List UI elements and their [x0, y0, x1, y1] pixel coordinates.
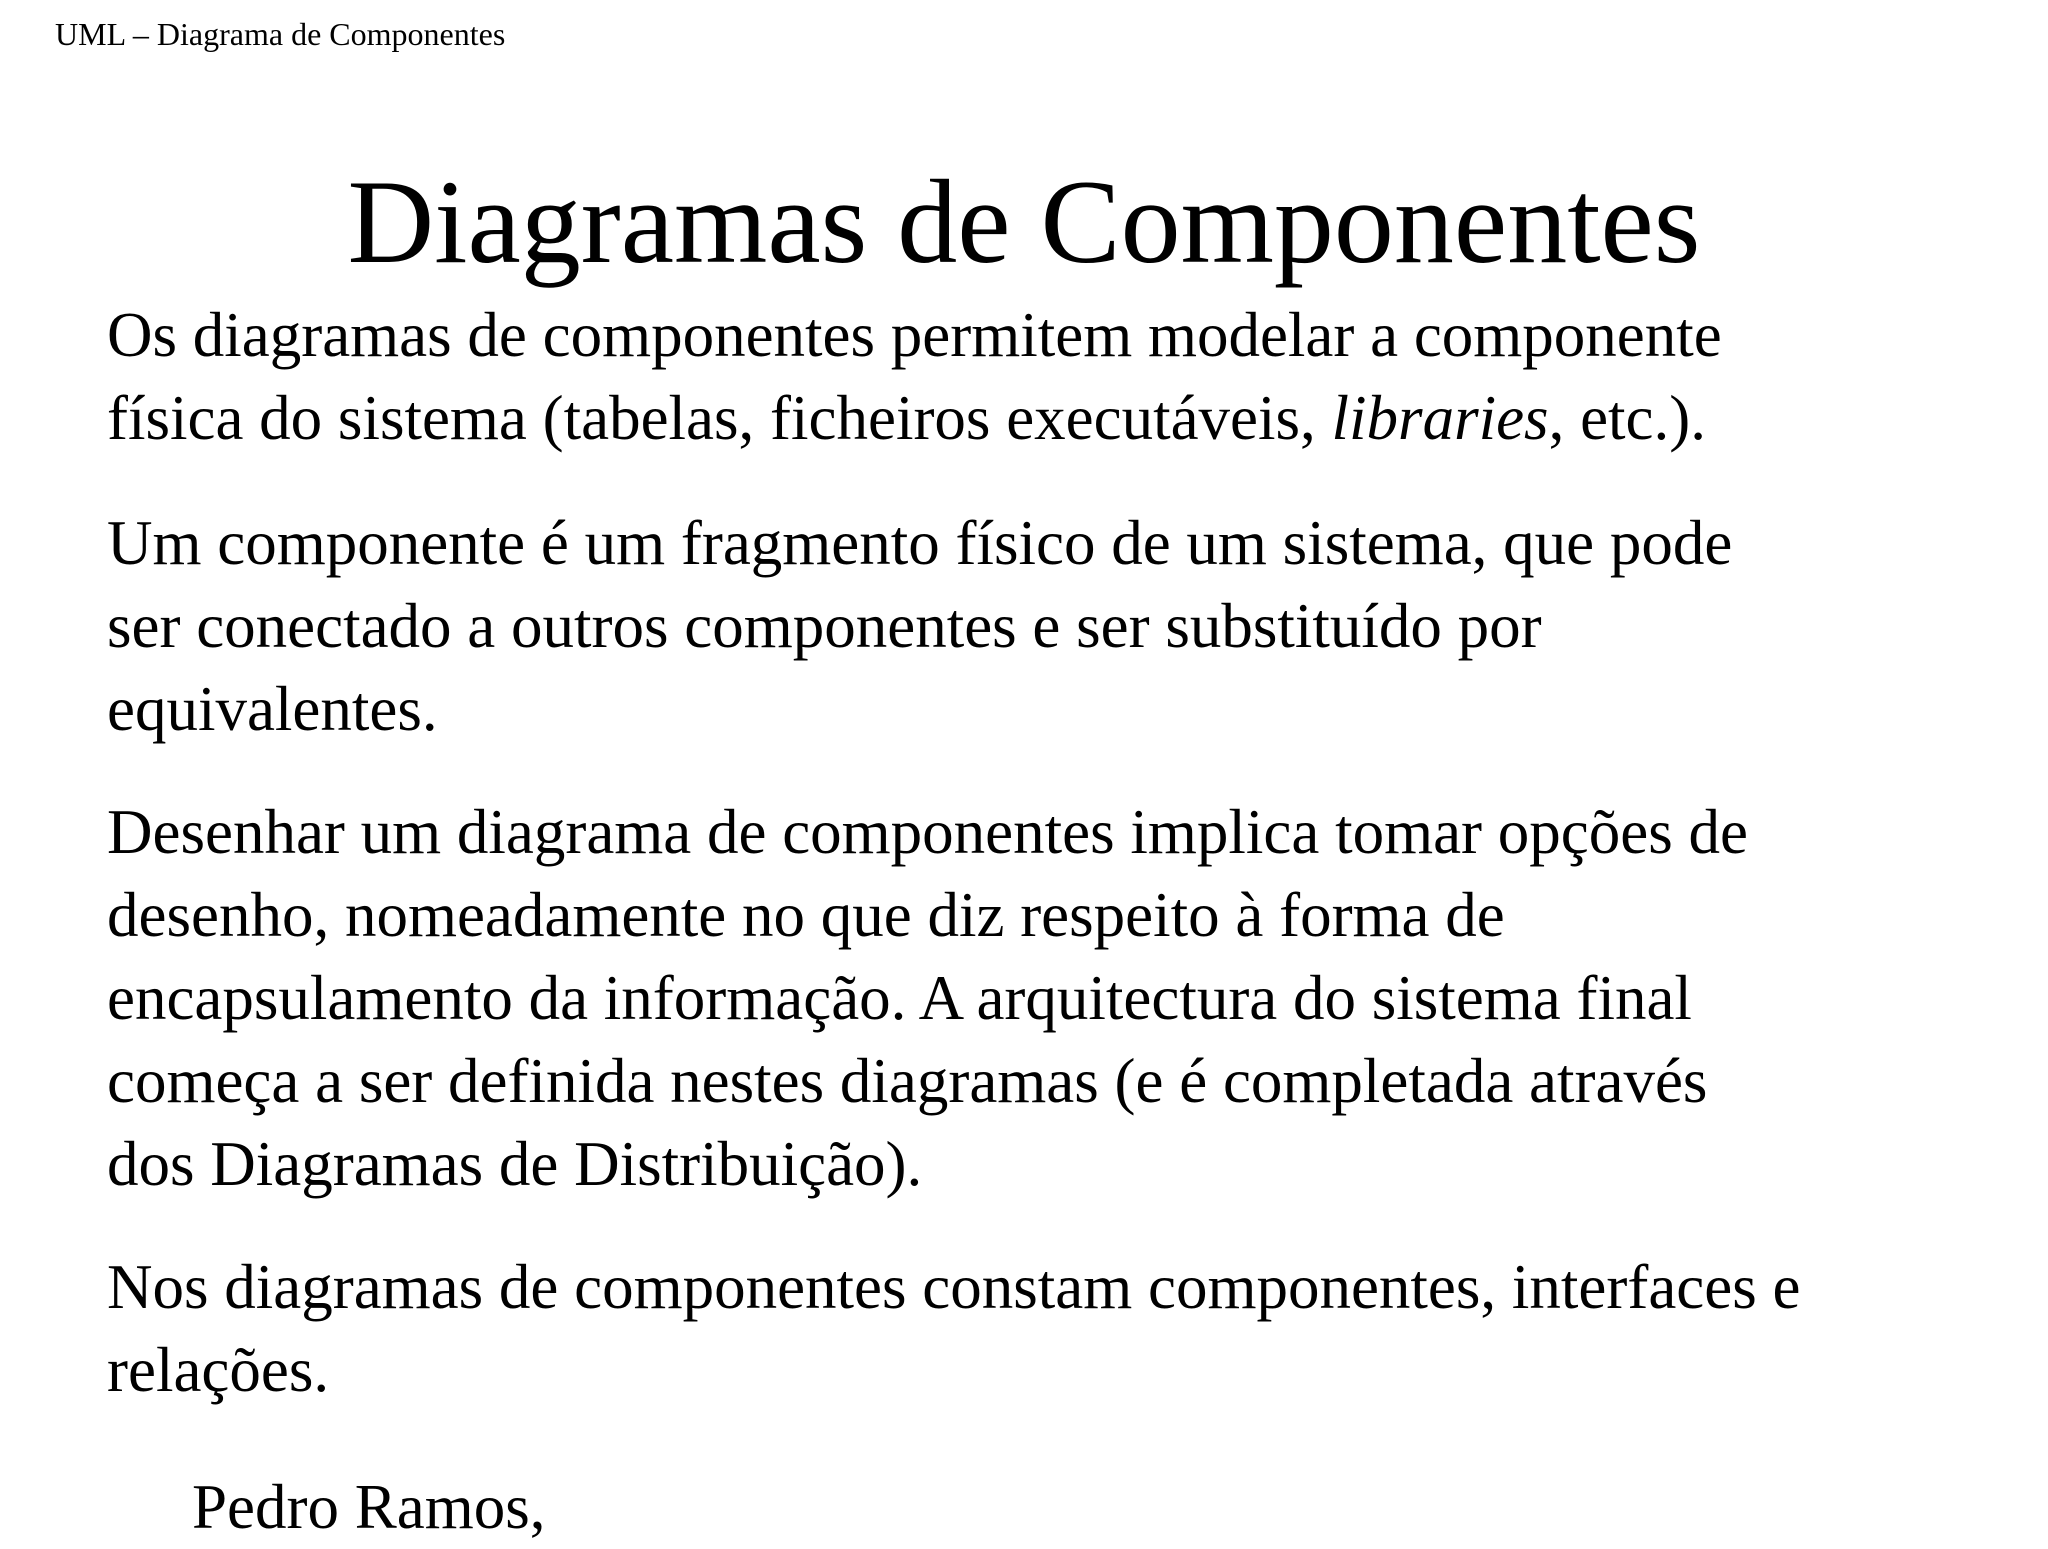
page-title: Diagramas de Componentes	[347, 155, 1701, 288]
paragraph-design	[107, 791, 2007, 1206]
paragraph-definition	[107, 294, 2007, 460]
emphasis-libraries: libraries	[1331, 383, 1549, 453]
text-segment: , etc.).	[1548, 383, 1706, 453]
paragraph-line: desenho, nomeadamente no que diz respeito à forma de	[107, 880, 1505, 950]
paragraph-line: Os diagramas de componentes permitem modelar a componente	[107, 300, 1722, 370]
paragraph-line: começa a ser definida nestes diagramas (e é completada através	[107, 1046, 1708, 1116]
paragraph-contents	[107, 1246, 2007, 1412]
paragraph-line: dos Diagramas de Distribuição).	[107, 1129, 923, 1199]
paragraph-line: encapsulamento da informação. A arquitectura do sistema final	[107, 963, 1692, 1033]
paragraph-line: ser conectado a outros componentes e ser substituído por	[107, 591, 1542, 661]
paragraph-line: Um componente é um fragmento físico de um sistema, que pode	[107, 508, 1733, 578]
paragraph-line: equivalentes.	[107, 674, 438, 744]
paragraph-line: relações.	[107, 1335, 330, 1405]
author-name: Pedro Ramos,	[192, 1472, 546, 1542]
paragraph-line: Desenhar um diagrama de componentes implica tomar opções de	[107, 797, 1748, 867]
paragraph-component	[107, 502, 2007, 751]
text-segment: física do sistema (tabelas, ficheiros executáveis,	[107, 383, 1332, 453]
paragraph-line	[107, 377, 2007, 460]
document-header: UML – Diagrama de Componentes	[55, 16, 506, 52]
paragraph-line: Nos diagramas de componentes constam componentes, interfaces e	[107, 1252, 1801, 1322]
